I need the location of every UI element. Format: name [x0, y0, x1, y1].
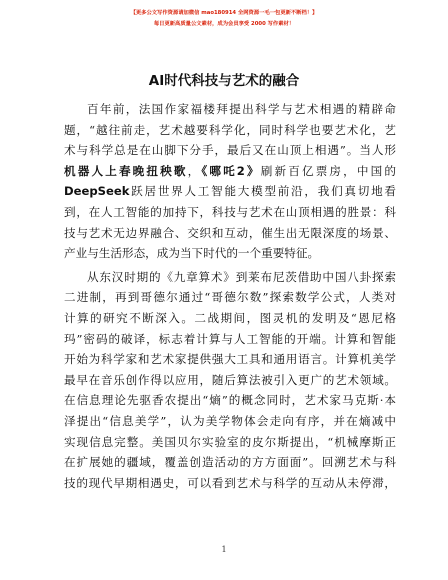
text-line: 技的现代早期相遇史，可以看到艺术与科学的互动从未停滞，: [64, 475, 396, 490]
text-line: 产业与生活形态，成为当下时代的一个重要特征。: [64, 246, 320, 261]
text-line: 最早在音乐创作得以应用，随后算法被引入更广的艺术领域。: [64, 372, 396, 387]
promo-banner: [0, 8, 448, 29]
text-line: 在信息理论先驱香农提出“熵”的概念同时，艺术家马克斯·本: [64, 393, 396, 408]
text-line: 到，在人工智能的加持下，科技与艺术在山顶相遇的胜景：科: [64, 204, 396, 219]
text-line: 实现信息完整。美国贝尔实验室的皮尔斯提出，“机械摩斯正: [64, 434, 396, 449]
page-number: 1: [221, 545, 227, 554]
text-line: 从东汉时期的《九章算术》到莱布尼茨借助中国八卦探索: [87, 269, 396, 284]
text-fragment: 刷新百亿票房，中国的: [260, 163, 396, 178]
text-line: 术与科学总是在山脚下分手，最后又在山顶上相遇”。当人形: [64, 143, 396, 158]
text-line: 题，“越往前走，艺术越要科学化，同时科学也要艺术化，艺: [64, 122, 396, 137]
text-line: 在扩展她的疆域，覆盖创造活动的方方面面”。回溯艺术与科: [64, 455, 396, 470]
text-line: 泽提出“信息美学”，认为美学物体会走向有序，并在熵减中: [64, 413, 396, 428]
promo-banner-line-1: 【更多公文写作资源请加微信 mao180914 全网资源一毛一包更新不断档！】: [130, 10, 318, 16]
bold-phrase: 机器人上春晚扭秧歌: [64, 163, 188, 178]
text-fragment: 跃居世界人工智能大模型前沿，我们真切地看: [129, 184, 396, 199]
text-line: [64, 161, 396, 182]
document-body: [64, 99, 396, 493]
bold-phrase: 《哪吒2》: [201, 163, 261, 178]
text-line: 开始为科学家和艺术家提供强大工具和通用语言。计算机美学: [64, 352, 396, 367]
text-line: 二进制，再到哥德尔通过“哥德尔数”探索数学公式，人类对: [64, 290, 396, 305]
document-title: AI时代科技与艺术的融合: [148, 73, 300, 89]
text-line: [64, 181, 396, 202]
text-line: 玛”密码的破译，标志着计算与人工智能的开端。计算和智能: [64, 331, 396, 346]
text-line: 百年前，法国作家福楼拜提出科学与艺术相遇的精辟命: [87, 102, 396, 116]
text-line: 技与艺术无边界融合、交织和互动，催生出无限深度的场景、: [64, 225, 396, 240]
bold-phrase: DeepSeek: [64, 184, 130, 199]
text-line: 计算的研究不断深入。二战期间，图灵机的发明及“恩尼格: [64, 310, 396, 325]
text-fragment: ，: [187, 163, 202, 178]
promo-banner-line-2: 每日更新高质量公文素材，成为会员享受 2000 写作素材！: [153, 21, 295, 27]
